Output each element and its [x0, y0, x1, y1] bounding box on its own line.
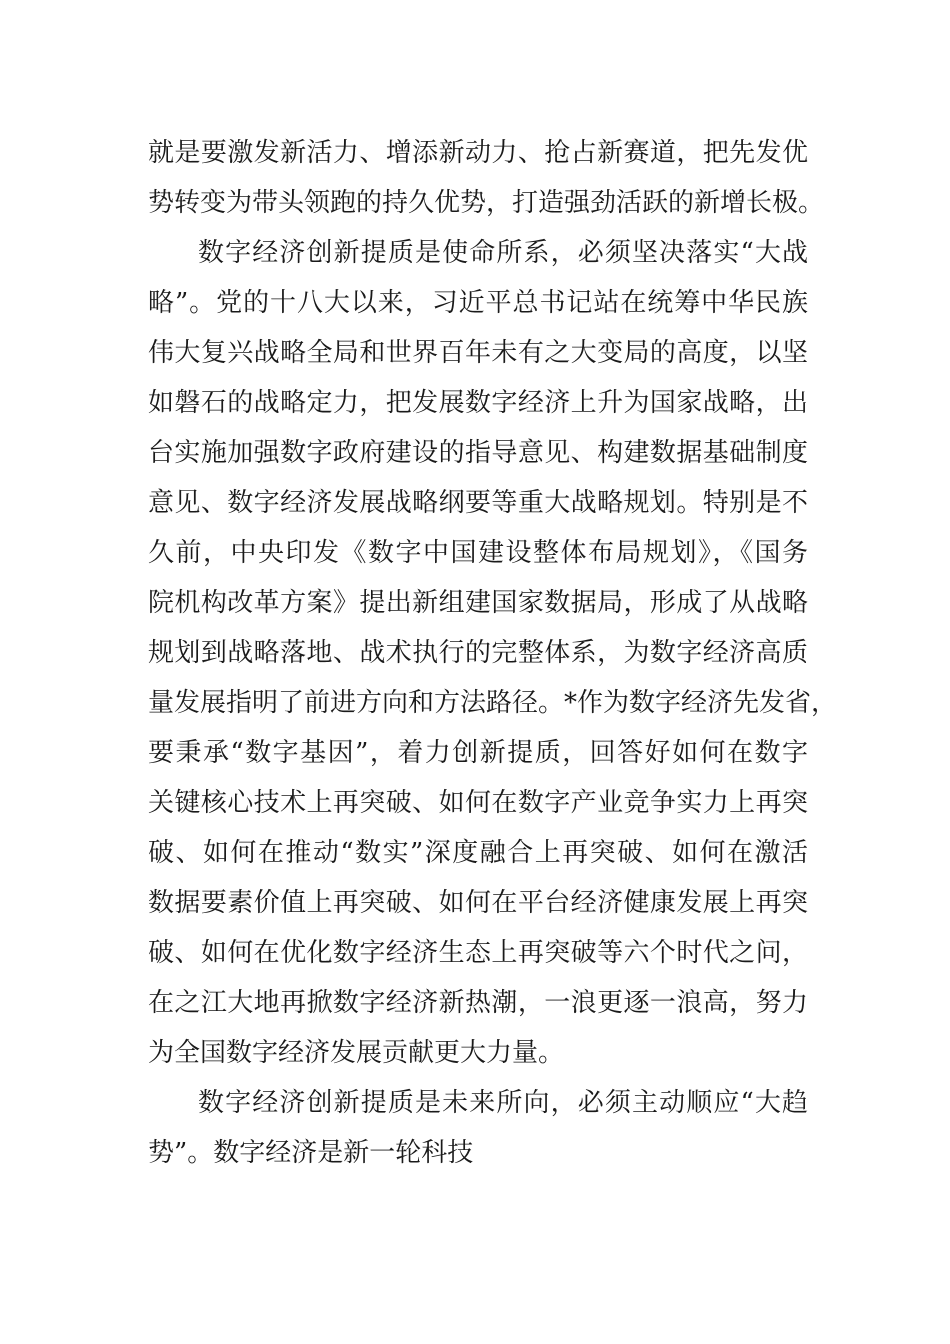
paragraph-line: 数字经济创新提质是未来所向，必须主动顺应“大趋: [198, 1088, 808, 1118]
paragraph-line: 规划到战略落地、战术执行的完整体系，为数字经济高质: [148, 638, 808, 668]
paragraph-line: 伟大复兴战略全局和世界百年未有之大变局的高度，以坚: [148, 338, 808, 368]
paragraph-line: 如磐石的战略定力，把发展数字经济上升为国家战略，出: [148, 388, 808, 418]
paragraph-line: 就是要激发新活力、增添新动力、抢占新赛道，把先发优: [148, 138, 808, 168]
paragraph-line: 数据要素价值上再突破、如何在平台经济健康发展上再突: [148, 888, 808, 918]
paragraph-line: 意见、数字经济发展战略纲要等重大战略规划。特别是不: [148, 488, 808, 518]
paragraph-line: 略”。党的十八大以来，习近平总书记站在统筹中华民族: [148, 288, 808, 318]
paragraph-line: 破、如何在优化数字经济生态上再突破等六个时代之问，: [148, 938, 808, 968]
paragraph-line: 势转变为带头领跑的持久优势，打造强劲活跃的新增长极。: [148, 188, 825, 218]
paragraph-line: 要秉承“数字基因”，着力创新提质，回答好如何在数字: [148, 738, 808, 768]
paragraph-line: 台实施加强数字政府建设的指导意见、构建数据基础制度: [148, 438, 808, 468]
paragraph-line: 势”。数字经济是新一轮科技: [148, 1138, 474, 1168]
paragraph-line: 量发展指明了前进方向和方法路径。*作为数字经济先发省，: [148, 688, 838, 718]
paragraph-line: 院机构改革方案》提出新组建国家数据局，形成了从战略: [148, 588, 808, 618]
paragraph-line: 关键核心技术上再突破、如何在数字产业竞争实力上再突: [148, 788, 808, 818]
paragraph-line: 破、如何在推动“数实”深度融合上再突破、如何在激活: [148, 838, 808, 868]
paragraph-line: 数字经济创新提质是使命所系，必须坚决落实“大战: [198, 238, 808, 268]
paragraph-line: 在之江大地再掀数字经济新热潮，一浪更逐一浪高，努力: [148, 988, 808, 1018]
paragraph-line: 久前，中央印发《数字中国建设整体布局规划》，《国务: [148, 538, 808, 568]
paragraph-line: 为全国数字经济发展贡献更大力量。: [148, 1038, 565, 1068]
